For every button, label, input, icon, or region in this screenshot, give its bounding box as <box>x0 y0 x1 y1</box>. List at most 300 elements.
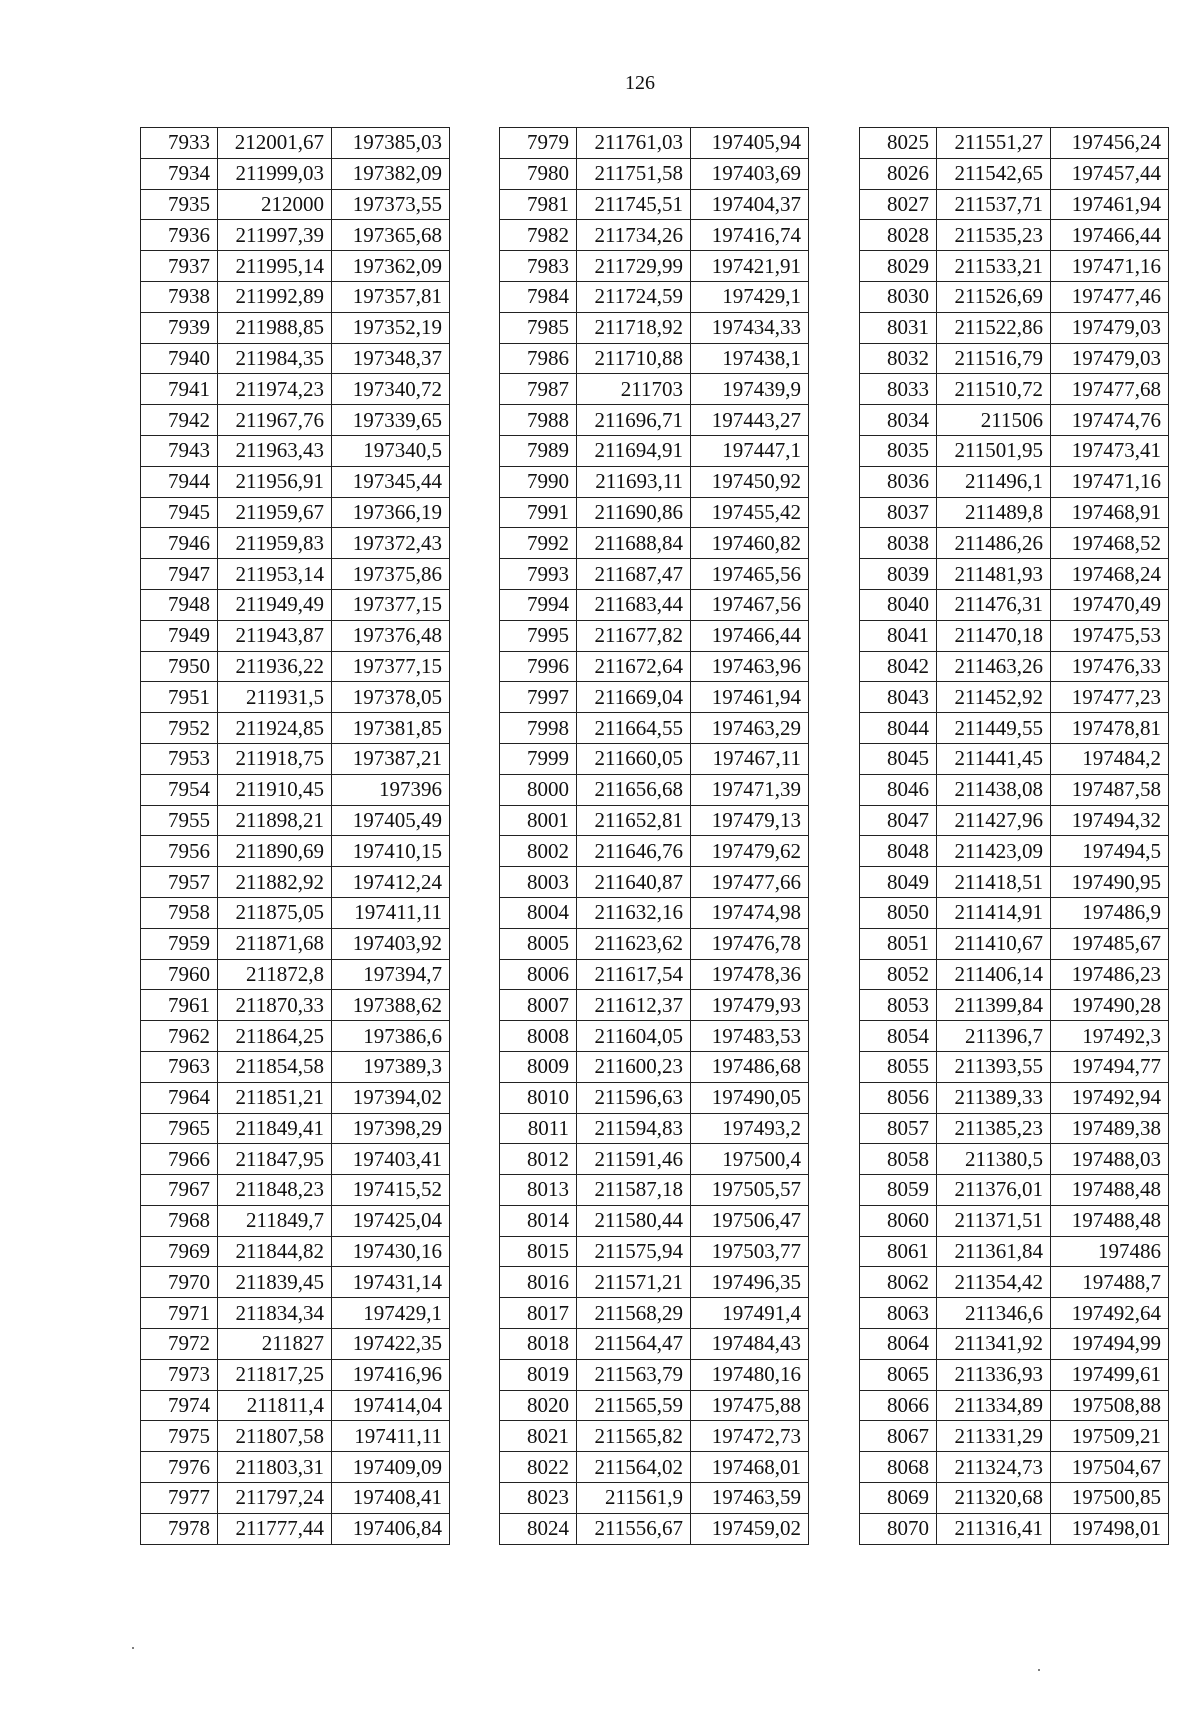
y-coordinate-cell: 197461,94 <box>1051 189 1169 220</box>
point-number-cell: 7979 <box>500 128 577 159</box>
table-row <box>500 867 809 898</box>
point-number-cell: 7939 <box>141 312 218 343</box>
x-coordinate-cell: 211486,26 <box>937 528 1051 559</box>
x-coordinate-cell: 211745,51 <box>577 189 691 220</box>
y-coordinate-cell: 197483,53 <box>691 1021 809 1052</box>
x-coordinate-cell: 211510,72 <box>937 374 1051 405</box>
y-coordinate-cell: 197431,14 <box>332 1267 450 1298</box>
x-coordinate-cell: 211967,76 <box>218 405 332 436</box>
x-coordinate-cell: 211564,47 <box>577 1329 691 1360</box>
table-row <box>141 251 450 282</box>
point-number-cell: 7968 <box>141 1205 218 1236</box>
table-row <box>500 528 809 559</box>
table-row <box>141 189 450 220</box>
y-coordinate-cell: 197382,09 <box>332 158 450 189</box>
point-number-cell: 7963 <box>141 1051 218 1082</box>
y-coordinate-cell: 197478,81 <box>1051 713 1169 744</box>
x-coordinate-cell: 211918,75 <box>218 743 332 774</box>
point-number-cell: 7985 <box>500 312 577 343</box>
point-number-cell: 8052 <box>860 959 937 990</box>
table-row <box>860 1452 1169 1483</box>
table-row <box>141 1051 450 1082</box>
y-coordinate-cell: 197409,09 <box>332 1452 450 1483</box>
table-row <box>500 651 809 682</box>
x-coordinate-cell: 211875,05 <box>218 897 332 928</box>
point-number-cell: 7940 <box>141 343 218 374</box>
table-row <box>500 713 809 744</box>
x-coordinate-cell: 211376,01 <box>937 1175 1051 1206</box>
table-row <box>500 1390 809 1421</box>
point-number-cell: 7962 <box>141 1021 218 1052</box>
y-coordinate-cell: 197340,5 <box>332 435 450 466</box>
point-number-cell: 7987 <box>500 374 577 405</box>
table-row <box>141 1329 450 1360</box>
table-row <box>860 251 1169 282</box>
point-number-cell: 8021 <box>500 1421 577 1452</box>
table-row <box>860 466 1169 497</box>
table-row <box>500 374 809 405</box>
point-number-cell: 7941 <box>141 374 218 405</box>
point-number-cell: 8045 <box>860 743 937 774</box>
table-row <box>141 682 450 713</box>
y-coordinate-cell: 197490,28 <box>1051 990 1169 1021</box>
x-coordinate-cell: 211336,93 <box>937 1359 1051 1390</box>
x-coordinate-cell: 211997,39 <box>218 220 332 251</box>
x-coordinate-cell: 211632,16 <box>577 897 691 928</box>
x-coordinate-cell: 211953,14 <box>218 559 332 590</box>
table-row <box>141 959 450 990</box>
table-row <box>141 743 450 774</box>
point-number-cell: 7953 <box>141 743 218 774</box>
y-coordinate-cell: 197365,68 <box>332 220 450 251</box>
y-coordinate-cell: 197408,41 <box>332 1483 450 1514</box>
point-number-cell: 7978 <box>141 1513 218 1544</box>
y-coordinate-cell: 197411,11 <box>332 1421 450 1452</box>
x-coordinate-cell: 211551,27 <box>937 128 1051 159</box>
point-number-cell: 7933 <box>141 128 218 159</box>
y-coordinate-cell: 197485,67 <box>1051 928 1169 959</box>
table-row <box>860 1329 1169 1360</box>
point-number-cell: 7973 <box>141 1359 218 1390</box>
table-row <box>860 220 1169 251</box>
x-coordinate-cell: 211361,84 <box>937 1236 1051 1267</box>
y-coordinate-cell: 197484,2 <box>1051 743 1169 774</box>
y-coordinate-cell: 197465,56 <box>691 559 809 590</box>
table-row <box>860 1298 1169 1329</box>
y-coordinate-cell: 197396 <box>332 774 450 805</box>
table-row <box>500 158 809 189</box>
point-number-cell: 8008 <box>500 1021 577 1052</box>
table-row <box>860 1051 1169 1082</box>
point-number-cell: 8037 <box>860 497 937 528</box>
table-row <box>141 312 450 343</box>
point-number-cell: 8060 <box>860 1205 937 1236</box>
table-row <box>500 1267 809 1298</box>
point-number-cell: 7955 <box>141 805 218 836</box>
y-coordinate-cell: 197378,05 <box>332 682 450 713</box>
x-coordinate-cell: 211449,55 <box>937 713 1051 744</box>
y-coordinate-cell: 197489,38 <box>1051 1113 1169 1144</box>
x-coordinate-cell: 211872,8 <box>218 959 332 990</box>
y-coordinate-cell: 197376,48 <box>332 620 450 651</box>
x-coordinate-cell: 211371,51 <box>937 1205 1051 1236</box>
table-row <box>860 374 1169 405</box>
x-coordinate-cell: 211817,25 <box>218 1359 332 1390</box>
point-number-cell: 7966 <box>141 1144 218 1175</box>
x-coordinate-cell: 211617,54 <box>577 959 691 990</box>
point-number-cell: 8005 <box>500 928 577 959</box>
x-coordinate-cell: 211864,25 <box>218 1021 332 1052</box>
x-coordinate-cell: 211575,94 <box>577 1236 691 1267</box>
table-row <box>500 1359 809 1390</box>
table-row <box>500 774 809 805</box>
x-coordinate-cell: 211898,21 <box>218 805 332 836</box>
table-row <box>500 405 809 436</box>
point-number-cell: 7957 <box>141 867 218 898</box>
table-row <box>500 128 809 159</box>
point-number-cell: 8062 <box>860 1267 937 1298</box>
y-coordinate-cell: 197479,03 <box>1051 343 1169 374</box>
table-row <box>500 559 809 590</box>
table-row <box>860 1483 1169 1514</box>
table-row <box>860 1513 1169 1544</box>
point-number-cell: 8000 <box>500 774 577 805</box>
table-row <box>500 959 809 990</box>
table-row <box>860 1021 1169 1052</box>
table-row <box>860 713 1169 744</box>
x-coordinate-cell: 211677,82 <box>577 620 691 651</box>
y-coordinate-cell: 197478,36 <box>691 959 809 990</box>
point-number-cell: 7990 <box>500 466 577 497</box>
x-coordinate-cell: 211414,91 <box>937 897 1051 928</box>
point-number-cell: 8018 <box>500 1329 577 1360</box>
table-row <box>141 805 450 836</box>
scan-speck <box>132 1647 134 1649</box>
point-number-cell: 8058 <box>860 1144 937 1175</box>
coordinate-table-3 <box>859 127 1169 1545</box>
table-row <box>860 128 1169 159</box>
y-coordinate-cell: 197486,68 <box>691 1051 809 1082</box>
x-coordinate-cell: 211718,92 <box>577 312 691 343</box>
x-coordinate-cell: 211687,47 <box>577 559 691 590</box>
table-row <box>860 405 1169 436</box>
table-row <box>500 1483 809 1514</box>
point-number-cell: 7980 <box>500 158 577 189</box>
table-row <box>500 1051 809 1082</box>
point-number-cell: 8006 <box>500 959 577 990</box>
x-coordinate-cell: 211949,49 <box>218 589 332 620</box>
table-row <box>500 343 809 374</box>
table-row <box>860 1359 1169 1390</box>
y-coordinate-cell: 197352,19 <box>332 312 450 343</box>
table-row <box>500 1452 809 1483</box>
y-coordinate-cell: 197476,33 <box>1051 651 1169 682</box>
x-coordinate-cell: 211406,14 <box>937 959 1051 990</box>
point-number-cell: 8025 <box>860 128 937 159</box>
table-row <box>500 281 809 312</box>
y-coordinate-cell: 197381,85 <box>332 713 450 744</box>
point-number-cell: 7988 <box>500 405 577 436</box>
table-row <box>141 774 450 805</box>
point-number-cell: 7964 <box>141 1082 218 1113</box>
table-row <box>500 1021 809 1052</box>
x-coordinate-cell: 211827 <box>218 1329 332 1360</box>
point-number-cell: 8055 <box>860 1051 937 1082</box>
x-coordinate-cell: 211847,95 <box>218 1144 332 1175</box>
y-coordinate-cell: 197480,16 <box>691 1359 809 1390</box>
y-coordinate-cell: 197488,48 <box>1051 1175 1169 1206</box>
x-coordinate-cell: 211580,44 <box>577 1205 691 1236</box>
point-number-cell: 7944 <box>141 466 218 497</box>
point-number-cell: 8057 <box>860 1113 937 1144</box>
y-coordinate-cell: 197472,73 <box>691 1421 809 1452</box>
table-row <box>500 435 809 466</box>
table-row <box>141 1452 450 1483</box>
y-coordinate-cell: 197455,42 <box>691 497 809 528</box>
y-coordinate-cell: 197463,59 <box>691 1483 809 1514</box>
table-row <box>141 928 450 959</box>
x-coordinate-cell: 211690,86 <box>577 497 691 528</box>
y-coordinate-cell: 197461,94 <box>691 682 809 713</box>
y-coordinate-cell: 197450,92 <box>691 466 809 497</box>
table-row <box>860 281 1169 312</box>
table-row <box>860 435 1169 466</box>
x-coordinate-cell: 211803,31 <box>218 1452 332 1483</box>
point-number-cell: 8063 <box>860 1298 937 1329</box>
y-coordinate-cell: 197345,44 <box>332 466 450 497</box>
x-coordinate-cell: 211882,92 <box>218 867 332 898</box>
y-coordinate-cell: 197470,49 <box>1051 589 1169 620</box>
table-row <box>500 589 809 620</box>
x-coordinate-cell: 211481,93 <box>937 559 1051 590</box>
point-number-cell: 8011 <box>500 1113 577 1144</box>
table-row <box>141 528 450 559</box>
x-coordinate-cell: 211871,68 <box>218 928 332 959</box>
x-coordinate-cell: 211777,44 <box>218 1513 332 1544</box>
y-coordinate-cell: 197340,72 <box>332 374 450 405</box>
table-row <box>500 928 809 959</box>
table-row <box>141 836 450 867</box>
x-coordinate-cell: 211438,08 <box>937 774 1051 805</box>
point-number-cell: 8032 <box>860 343 937 374</box>
point-number-cell: 8004 <box>500 897 577 928</box>
point-number-cell: 7956 <box>141 836 218 867</box>
point-number-cell: 7997 <box>500 682 577 713</box>
table-row <box>141 1483 450 1514</box>
x-coordinate-cell: 211963,43 <box>218 435 332 466</box>
y-coordinate-cell: 197477,68 <box>1051 374 1169 405</box>
y-coordinate-cell: 197406,84 <box>332 1513 450 1544</box>
table-row <box>860 743 1169 774</box>
point-number-cell: 8036 <box>860 466 937 497</box>
table-row <box>500 1113 809 1144</box>
x-coordinate-cell: 211596,63 <box>577 1082 691 1113</box>
coordinate-table-1 <box>140 127 450 1545</box>
x-coordinate-cell: 211683,44 <box>577 589 691 620</box>
point-number-cell: 8029 <box>860 251 937 282</box>
table-row <box>860 589 1169 620</box>
point-number-cell: 8020 <box>500 1390 577 1421</box>
y-coordinate-cell: 197498,01 <box>1051 1513 1169 1544</box>
y-coordinate-cell: 197385,03 <box>332 128 450 159</box>
point-number-cell: 8038 <box>860 528 937 559</box>
point-number-cell: 8024 <box>500 1513 577 1544</box>
x-coordinate-cell: 211890,69 <box>218 836 332 867</box>
point-number-cell: 8001 <box>500 805 577 836</box>
y-coordinate-cell: 197499,61 <box>1051 1359 1169 1390</box>
y-coordinate-cell: 197494,5 <box>1051 836 1169 867</box>
x-coordinate-cell: 211854,58 <box>218 1051 332 1082</box>
point-number-cell: 8030 <box>860 281 937 312</box>
x-coordinate-cell: 211564,02 <box>577 1452 691 1483</box>
y-coordinate-cell: 197496,35 <box>691 1267 809 1298</box>
x-coordinate-cell: 211956,91 <box>218 466 332 497</box>
point-number-cell: 7982 <box>500 220 577 251</box>
y-coordinate-cell: 197386,6 <box>332 1021 450 1052</box>
x-coordinate-cell: 211334,89 <box>937 1390 1051 1421</box>
x-coordinate-cell: 211533,21 <box>937 251 1051 282</box>
point-number-cell: 8035 <box>860 435 937 466</box>
point-number-cell: 7991 <box>500 497 577 528</box>
x-coordinate-cell: 211984,35 <box>218 343 332 374</box>
y-coordinate-cell: 197339,65 <box>332 405 450 436</box>
point-number-cell: 8010 <box>500 1082 577 1113</box>
point-number-cell: 7950 <box>141 651 218 682</box>
point-number-cell: 8067 <box>860 1421 937 1452</box>
x-coordinate-cell: 211848,23 <box>218 1175 332 1206</box>
x-coordinate-cell: 211688,84 <box>577 528 691 559</box>
point-number-cell: 7967 <box>141 1175 218 1206</box>
point-number-cell: 7936 <box>141 220 218 251</box>
x-coordinate-cell: 211734,26 <box>577 220 691 251</box>
point-number-cell: 7976 <box>141 1452 218 1483</box>
y-coordinate-cell: 197492,64 <box>1051 1298 1169 1329</box>
point-number-cell: 8017 <box>500 1298 577 1329</box>
table-row <box>141 1267 450 1298</box>
y-coordinate-cell: 197394,02 <box>332 1082 450 1113</box>
y-coordinate-cell: 197490,05 <box>691 1082 809 1113</box>
table-row <box>141 343 450 374</box>
y-coordinate-cell: 197471,16 <box>1051 251 1169 282</box>
table-row <box>860 1390 1169 1421</box>
y-coordinate-cell: 197479,62 <box>691 836 809 867</box>
point-number-cell: 7970 <box>141 1267 218 1298</box>
point-number-cell: 8065 <box>860 1359 937 1390</box>
x-coordinate-cell: 211587,18 <box>577 1175 691 1206</box>
x-coordinate-cell: 211703 <box>577 374 691 405</box>
table-row <box>860 343 1169 374</box>
point-number-cell: 7945 <box>141 497 218 528</box>
table-row <box>141 651 450 682</box>
x-coordinate-cell: 211995,14 <box>218 251 332 282</box>
x-coordinate-cell: 211672,64 <box>577 651 691 682</box>
table-row <box>141 897 450 928</box>
table-row <box>500 1513 809 1544</box>
point-number-cell: 7952 <box>141 713 218 744</box>
x-coordinate-cell: 211324,73 <box>937 1452 1051 1483</box>
x-coordinate-cell: 211959,83 <box>218 528 332 559</box>
y-coordinate-cell: 197468,24 <box>1051 559 1169 590</box>
y-coordinate-cell: 197439,9 <box>691 374 809 405</box>
x-coordinate-cell: 211646,76 <box>577 836 691 867</box>
table-row <box>500 251 809 282</box>
table-row <box>500 1175 809 1206</box>
x-coordinate-cell: 211751,58 <box>577 158 691 189</box>
point-number-cell: 8012 <box>500 1144 577 1175</box>
x-coordinate-cell: 212000 <box>218 189 332 220</box>
table-row <box>500 836 809 867</box>
y-coordinate-cell: 197494,99 <box>1051 1329 1169 1360</box>
x-coordinate-cell: 211959,67 <box>218 497 332 528</box>
point-number-cell: 8013 <box>500 1175 577 1206</box>
point-number-cell: 8014 <box>500 1205 577 1236</box>
point-number-cell: 7946 <box>141 528 218 559</box>
y-coordinate-cell: 197404,37 <box>691 189 809 220</box>
y-coordinate-cell: 197389,3 <box>332 1051 450 1082</box>
x-coordinate-cell: 211807,58 <box>218 1421 332 1452</box>
point-number-cell: 8042 <box>860 651 937 682</box>
table-row <box>860 1267 1169 1298</box>
point-number-cell: 7959 <box>141 928 218 959</box>
table-row <box>141 405 450 436</box>
x-coordinate-cell: 211604,05 <box>577 1021 691 1052</box>
point-number-cell: 8015 <box>500 1236 577 1267</box>
x-coordinate-cell: 211331,29 <box>937 1421 1051 1452</box>
y-coordinate-cell: 197488,03 <box>1051 1144 1169 1175</box>
point-number-cell: 8026 <box>860 158 937 189</box>
y-coordinate-cell: 197463,96 <box>691 651 809 682</box>
point-number-cell: 7975 <box>141 1421 218 1452</box>
table-row <box>141 713 450 744</box>
y-coordinate-cell: 197373,55 <box>332 189 450 220</box>
x-coordinate-cell: 211385,23 <box>937 1113 1051 1144</box>
y-coordinate-cell: 197467,56 <box>691 589 809 620</box>
table-row <box>500 220 809 251</box>
x-coordinate-cell: 211870,33 <box>218 990 332 1021</box>
y-coordinate-cell: 197494,32 <box>1051 805 1169 836</box>
x-coordinate-cell: 211393,55 <box>937 1051 1051 1082</box>
point-number-cell: 7971 <box>141 1298 218 1329</box>
table-row <box>500 620 809 651</box>
point-number-cell: 7969 <box>141 1236 218 1267</box>
y-coordinate-cell: 197474,76 <box>1051 405 1169 436</box>
table-row <box>860 1175 1169 1206</box>
table-row <box>141 128 450 159</box>
y-coordinate-cell: 197429,1 <box>332 1298 450 1329</box>
x-coordinate-cell: 211910,45 <box>218 774 332 805</box>
y-coordinate-cell: 197372,43 <box>332 528 450 559</box>
table-row <box>500 805 809 836</box>
point-number-cell: 8002 <box>500 836 577 867</box>
y-coordinate-cell: 197468,01 <box>691 1452 809 1483</box>
x-coordinate-cell: 211418,51 <box>937 867 1051 898</box>
table-row <box>860 189 1169 220</box>
y-coordinate-cell: 197508,88 <box>1051 1390 1169 1421</box>
x-coordinate-cell: 211729,99 <box>577 251 691 282</box>
y-coordinate-cell: 197466,44 <box>691 620 809 651</box>
point-number-cell: 8054 <box>860 1021 937 1052</box>
table-row <box>500 990 809 1021</box>
point-number-cell: 8056 <box>860 1082 937 1113</box>
point-number-cell: 7981 <box>500 189 577 220</box>
point-number-cell: 7949 <box>141 620 218 651</box>
x-coordinate-cell: 211594,83 <box>577 1113 691 1144</box>
table-row <box>860 1421 1169 1452</box>
point-number-cell: 8049 <box>860 867 937 898</box>
y-coordinate-cell: 197504,67 <box>1051 1452 1169 1483</box>
x-coordinate-cell: 211693,11 <box>577 466 691 497</box>
y-coordinate-cell: 197463,29 <box>691 713 809 744</box>
